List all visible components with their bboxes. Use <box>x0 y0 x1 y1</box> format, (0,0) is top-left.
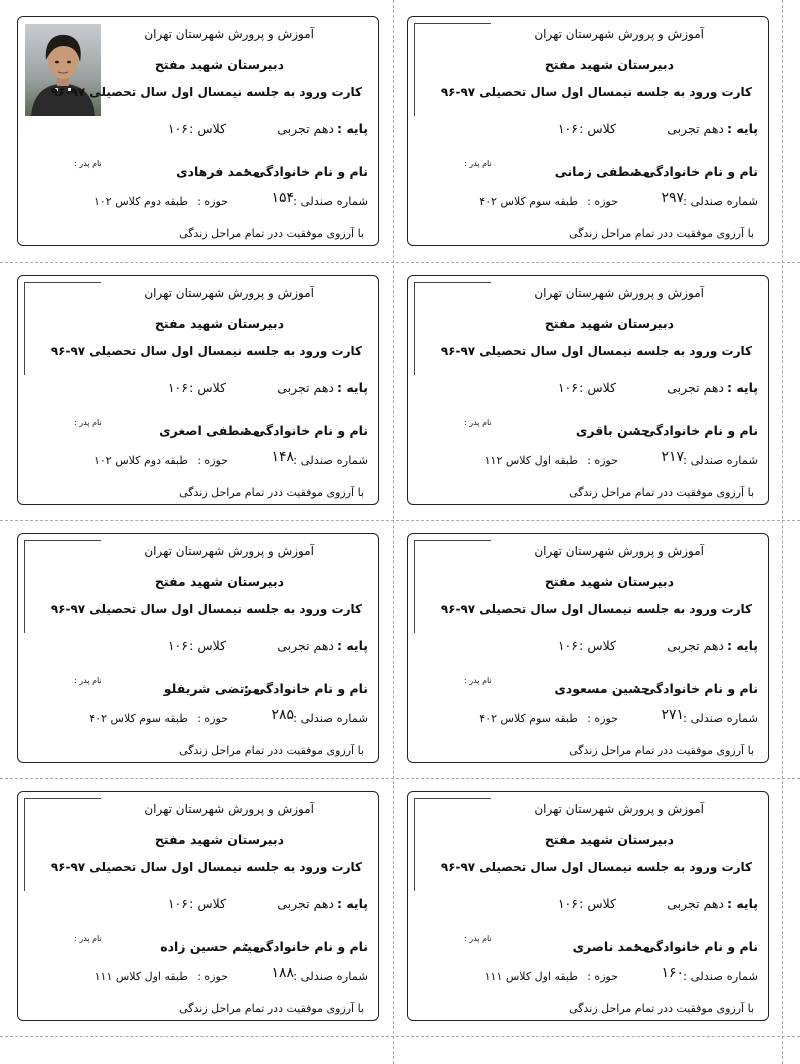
seat-label: شماره صندلی : <box>293 453 368 467</box>
admission-card <box>407 791 769 1021</box>
class-label: کلاس : <box>579 121 616 136</box>
class-label: کلاس : <box>189 638 226 653</box>
name-label: نام و نام خانوادگی : <box>243 939 368 954</box>
school-name: دبیرستان شهید مفتح <box>544 316 674 331</box>
class-value: ۱۰۶ <box>167 638 188 653</box>
admission-card <box>407 16 769 246</box>
student-name: محمد ناصری <box>572 939 650 954</box>
exam-title: کارت ورود به جلسه نیمسال اول سال تحصیلی ۹۷-۹۶ <box>440 860 752 874</box>
zone-label: حوزه : <box>197 712 228 725</box>
seat-number: ۲۸۵ <box>271 707 294 723</box>
seat-number: ۲۹۷ <box>661 190 684 206</box>
zone-label: حوزه : <box>587 712 618 725</box>
seat-label: شماره صندلی : <box>683 194 758 208</box>
name-label: نام و نام خانوادگی : <box>243 681 368 696</box>
org-name: آموزش و پرورش شهرستان تهران <box>144 27 314 41</box>
student-photo <box>25 24 101 116</box>
seat-label: شماره صندلی : <box>293 969 368 983</box>
name-label: نام و نام خانوادگی : <box>243 423 368 438</box>
wish-text: با آرزوی موفقیت ددر تمام مراحل زندگی <box>569 1002 754 1015</box>
org-name: آموزش و پرورش شهرستان تهران <box>534 286 704 300</box>
org-name: آموزش و پرورش شهرستان تهران <box>144 286 314 300</box>
school-name: دبیرستان شهید مفتح <box>544 832 674 847</box>
grade-label: پایه : <box>336 896 368 911</box>
student-name: مصطفی زمانی <box>554 164 650 179</box>
org-name: آموزش و پرورش شهرستان تهران <box>534 802 704 816</box>
photo-placeholder <box>24 798 101 891</box>
admission-card <box>407 533 769 763</box>
student-name: مرتضی شریفلو <box>163 681 260 696</box>
grade-label: پایه : <box>726 121 758 136</box>
exam-title: کارت ورود به جلسه نیمسال اول سال تحصیلی ۹۷-۹۶ <box>50 860 362 874</box>
class-label: کلاس : <box>579 380 616 395</box>
cut-line-horizontal <box>0 262 800 263</box>
grade-label: پایه : <box>726 380 758 395</box>
grade-value: دهم تجربی <box>277 638 334 653</box>
grade-value: دهم تجربی <box>667 380 724 395</box>
father-name-label: نام پدر : <box>464 934 492 943</box>
class-value: ۱۰۶ <box>557 896 578 911</box>
exam-room: طبقه دوم کلاس ۱۰۲ <box>93 454 188 467</box>
exam-title: کارت ورود به جلسه نیمسال اول سال تحصیلی ۹۷-۹۶ <box>440 85 752 99</box>
exam-room: طبقه اول کلاس ۱۱۲ <box>484 454 578 467</box>
seat-label: شماره صندلی : <box>683 969 758 983</box>
seat-label: شماره صندلی : <box>683 711 758 725</box>
wish-text: با آرزوی موفقیت ددر تمام مراحل زندگی <box>569 227 754 240</box>
class-value: ۱۰۶ <box>557 380 578 395</box>
exam-room: طبقه سوم کلاس ۴۰۲ <box>89 712 188 725</box>
grade-value: دهم تجربی <box>277 896 334 911</box>
class-label: کلاس : <box>579 638 616 653</box>
exam-title: کارت ورود به جلسه نیمسال اول سال تحصیلی ۹۷-۹۶ <box>50 85 362 99</box>
cut-line-horizontal <box>0 1036 800 1037</box>
grade-label: پایه : <box>336 638 368 653</box>
father-name-label: نام پدر : <box>464 676 492 685</box>
photo-placeholder <box>24 540 101 633</box>
class-label: کلاس : <box>189 896 226 911</box>
grade-label: پایه : <box>726 638 758 653</box>
cut-line-horizontal <box>0 778 800 779</box>
class-label: کلاس : <box>579 896 616 911</box>
grade-label: پایه : <box>726 896 758 911</box>
exam-title: کارت ورود به جلسه نیمسال اول سال تحصیلی ۹۷-۹۶ <box>440 344 752 358</box>
wish-text: با آرزوی موفقیت ددر تمام مراحل زندگی <box>569 486 754 499</box>
grade-value: دهم تجربی <box>277 380 334 395</box>
photo-placeholder <box>414 282 491 375</box>
grade-value: دهم تجربی <box>667 121 724 136</box>
seat-number: ۲۷۱ <box>661 707 684 723</box>
class-value: ۱۰۶ <box>167 896 188 911</box>
class-value: ۱۰۶ <box>557 638 578 653</box>
student-name: میثم حسین زاده <box>160 939 260 954</box>
photo-placeholder <box>24 282 101 375</box>
admission-card <box>407 275 769 505</box>
seat-number: ۲۱۷ <box>661 449 684 465</box>
seat-number: ۱۴۸ <box>271 449 294 465</box>
wish-text: با آرزوی موفقیت ددر تمام مراحل زندگی <box>179 486 364 499</box>
father-name-label: نام پدر : <box>464 418 492 427</box>
exam-room: طبقه اول کلاس ۱۱۱ <box>94 970 188 983</box>
photo-placeholder <box>414 23 491 116</box>
father-name-label: نام پدر : <box>74 934 102 943</box>
student-name: مصطفی اصغری <box>159 423 260 438</box>
student-name: حسن باقری <box>575 423 650 438</box>
name-label: نام و نام خانوادگی : <box>633 423 758 438</box>
seat-label: شماره صندلی : <box>293 194 368 208</box>
admission-card <box>17 16 379 246</box>
school-name: دبیرستان شهید مفتح <box>544 57 674 72</box>
org-name: آموزش و پرورش شهرستان تهران <box>144 544 314 558</box>
wish-text: با آرزوی موفقیت ددر تمام مراحل زندگی <box>179 1002 364 1015</box>
school-name: دبیرستان شهید مفتح <box>154 57 284 72</box>
zone-label: حوزه : <box>197 970 228 983</box>
school-name: دبیرستان شهید مفتح <box>154 316 284 331</box>
grade-label: پایه : <box>336 121 368 136</box>
zone-label: حوزه : <box>587 970 618 983</box>
exam-room: طبقه سوم کلاس ۴۰۲ <box>479 195 578 208</box>
class-value: ۱۰۶ <box>167 380 188 395</box>
zone-label: حوزه : <box>587 454 618 467</box>
name-label: نام و نام خانوادگی : <box>243 164 368 179</box>
student-name: حسین مسعودی <box>554 681 650 696</box>
name-label: نام و نام خانوادگی : <box>633 681 758 696</box>
class-label: کلاس : <box>189 380 226 395</box>
org-name: آموزش و پرورش شهرستان تهران <box>534 27 704 41</box>
father-name-label: نام پدر : <box>74 418 102 427</box>
grade-value: دهم تجربی <box>667 896 724 911</box>
admission-card <box>17 791 379 1021</box>
wish-text: با آرزوی موفقیت ددر تمام مراحل زندگی <box>569 744 754 757</box>
seat-label: شماره صندلی : <box>293 711 368 725</box>
name-label: نام و نام خانوادگی : <box>633 939 758 954</box>
school-name: دبیرستان شهید مفتح <box>154 832 284 847</box>
zone-label: حوزه : <box>587 195 618 208</box>
father-name-label: نام پدر : <box>74 159 102 168</box>
seat-number: ۱۶۰ <box>661 965 684 981</box>
photo-placeholder <box>414 540 491 633</box>
grade-value: دهم تجربی <box>667 638 724 653</box>
student-name: محمد فرهادی <box>176 164 260 179</box>
grade-value: دهم تجربی <box>277 121 334 136</box>
wish-text: با آرزوی موفقیت ددر تمام مراحل زندگی <box>179 227 364 240</box>
class-label: کلاس : <box>189 121 226 136</box>
father-name-label: نام پدر : <box>74 676 102 685</box>
exam-title: کارت ورود به جلسه نیمسال اول سال تحصیلی ۹۷-۹۶ <box>50 602 362 616</box>
name-label: نام و نام خانوادگی : <box>633 164 758 179</box>
seat-number: ۱۵۴ <box>271 190 294 206</box>
school-name: دبیرستان شهید مفتح <box>154 574 284 589</box>
cut-line-vertical <box>393 0 394 1064</box>
exam-room: طبقه سوم کلاس ۴۰۲ <box>479 712 578 725</box>
org-name: آموزش و پرورش شهرستان تهران <box>144 802 314 816</box>
seat-label: شماره صندلی : <box>683 453 758 467</box>
zone-label: حوزه : <box>197 454 228 467</box>
cut-line-horizontal <box>0 520 800 521</box>
class-value: ۱۰۶ <box>167 121 188 136</box>
admission-card <box>17 533 379 763</box>
grade-label: پایه : <box>336 380 368 395</box>
zone-label: حوزه : <box>197 195 228 208</box>
exam-title: کارت ورود به جلسه نیمسال اول سال تحصیلی ۹۷-۹۶ <box>440 602 752 616</box>
admission-card <box>17 275 379 505</box>
exam-room: طبقه اول کلاس ۱۱۱ <box>484 970 578 983</box>
exam-title: کارت ورود به جلسه نیمسال اول سال تحصیلی ۹۷-۹۶ <box>50 344 362 358</box>
exam-room: طبقه دوم کلاس ۱۰۲ <box>93 195 188 208</box>
father-name-label: نام پدر : <box>464 159 492 168</box>
wish-text: با آرزوی موفقیت ددر تمام مراحل زندگی <box>179 744 364 757</box>
cut-line-vertical-right <box>782 0 783 1064</box>
org-name: آموزش و پرورش شهرستان تهران <box>534 544 704 558</box>
school-name: دبیرستان شهید مفتح <box>544 574 674 589</box>
class-value: ۱۰۶ <box>557 121 578 136</box>
photo-placeholder <box>414 798 491 891</box>
seat-number: ۱۸۸ <box>271 965 294 981</box>
